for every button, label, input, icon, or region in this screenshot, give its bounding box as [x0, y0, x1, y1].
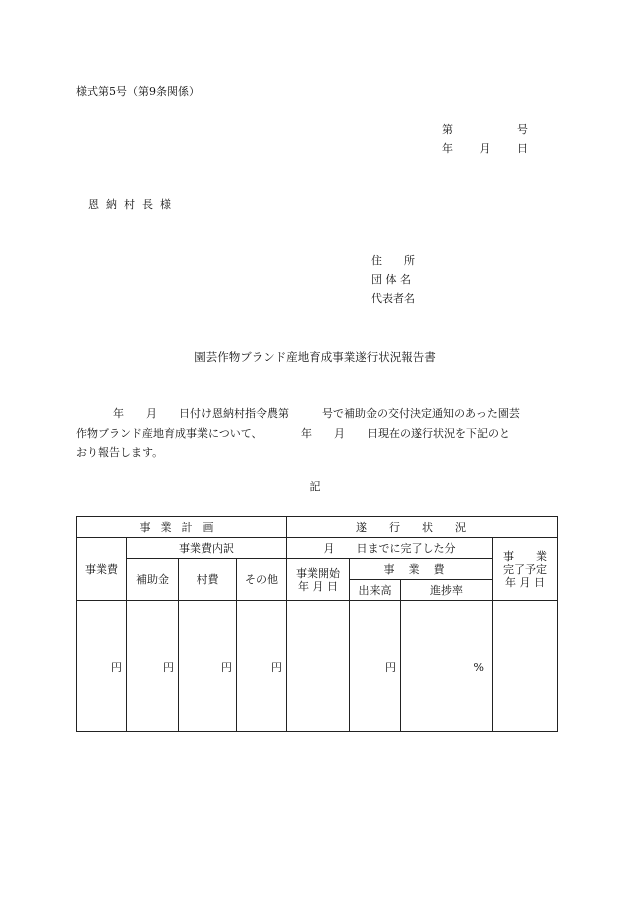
date-month: 月	[479, 142, 491, 155]
representative-label: 代表者名	[371, 292, 415, 305]
body-text	[76, 404, 564, 463]
village-cost-cell[interactable]: 円	[179, 601, 237, 732]
ki-heading: 記	[309, 480, 321, 493]
progress-cell[interactable]: %	[401, 601, 493, 732]
other-header: その他	[237, 559, 287, 601]
completion-date-cell[interactable]	[493, 601, 558, 732]
number-go: 号	[517, 123, 528, 136]
project-cost-header: 事業費	[77, 538, 127, 601]
breakdown-header: 事業費内訳	[127, 538, 287, 559]
subsidy-header: 補助金	[127, 559, 179, 601]
other-cell[interactable]: 円	[237, 601, 287, 732]
plan-header: 事業計画	[77, 517, 287, 538]
form-number: 様式第5号（第9条関係）	[76, 85, 200, 98]
date-year: 年	[442, 142, 453, 155]
start-date-cell[interactable]	[287, 601, 350, 732]
body-line-1: 年 月 日付け恩納村指令農第 号で補助金の交付決定通知のあった園芸	[113, 407, 520, 420]
address-label: 住 所	[371, 254, 415, 267]
achieved-header: 出来高	[350, 580, 401, 601]
subsidy-cell[interactable]: 円	[127, 601, 179, 732]
document-number	[442, 123, 528, 137]
body-line-2: 作物ブランド産地育成事業について、 年 月 日現在の遂行状況を下記のと	[76, 426, 511, 440]
status-report-table	[76, 516, 558, 732]
date-day: 日	[517, 142, 528, 155]
document-title: 園芸作物ブランド産地育成事業遂行状況報告書	[194, 350, 436, 364]
progress-header: 進捗率	[401, 580, 493, 601]
number-dai: 第	[442, 123, 453, 136]
completed-by-header: 月 日までに完了した分	[287, 538, 493, 559]
project-cost-cell[interactable]: 円	[77, 601, 127, 732]
achieved-cell[interactable]: 円	[350, 601, 401, 732]
body-line-3: おり報告します。	[76, 446, 164, 459]
document-date	[442, 142, 528, 156]
cost-subheader: 事業費	[350, 559, 493, 580]
addressee: 恩納村長様	[88, 198, 178, 211]
status-header: 遂行状況	[287, 517, 558, 538]
group-name-label: 団 体 名	[371, 273, 411, 286]
start-date-header: 事業開始 年 月 日	[287, 559, 350, 601]
completion-date-header: 事 業 完了予定 年 月 日	[493, 538, 558, 601]
village-cost-header: 村費	[179, 559, 237, 601]
